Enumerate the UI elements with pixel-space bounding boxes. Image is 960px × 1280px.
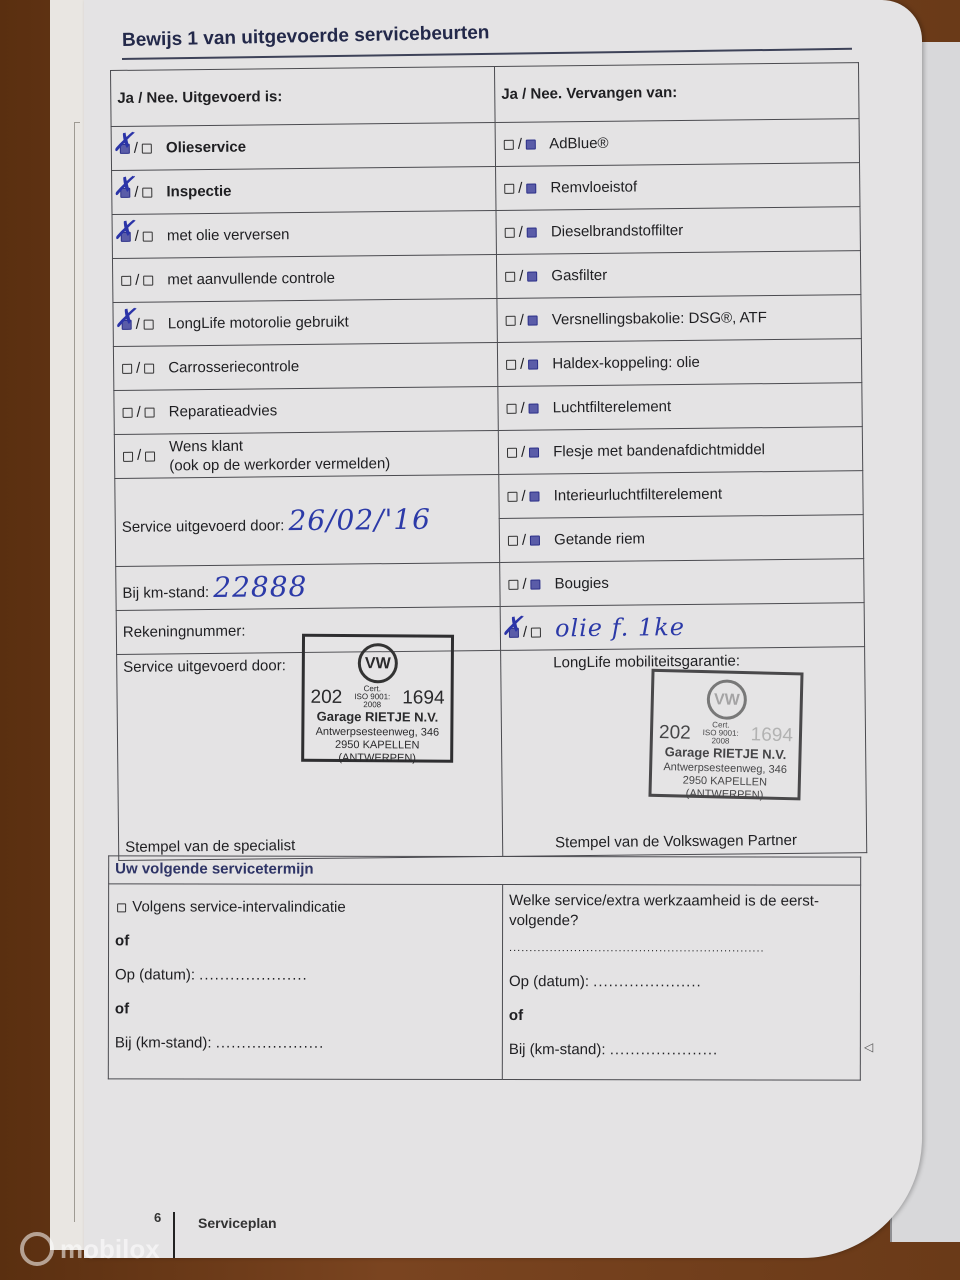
stamp-city: 2950 KAPELLEN bbox=[335, 738, 420, 752]
nee-checkbox[interactable] bbox=[526, 140, 536, 150]
right-column-header: Ja / Nee. Vervangen van: bbox=[494, 63, 859, 123]
service-date-label: Service uitgevoerd door: bbox=[121, 517, 285, 536]
nee-checkbox[interactable] bbox=[528, 360, 538, 370]
nee-checkbox[interactable] bbox=[529, 404, 539, 414]
stamp-region: (ANTWERPEN) bbox=[338, 751, 417, 765]
check-row-olie-verversen: / ✗ met olie verversen bbox=[112, 210, 496, 258]
or-label: of bbox=[114, 1000, 130, 1018]
footer-section: Serviceplan bbox=[198, 1215, 277, 1231]
or-label: of bbox=[115, 932, 130, 950]
or-label: of bbox=[508, 1007, 524, 1025]
stamp-garage: Garage RIETJE N.V. bbox=[316, 708, 439, 725]
nee-checkbox[interactable] bbox=[531, 627, 541, 637]
interval-option-label: Volgens service-intervalindicatie bbox=[132, 898, 346, 916]
item-label: LongLife motorolie gebruikt bbox=[167, 313, 349, 333]
service-date-cell bbox=[115, 474, 500, 566]
stamp-street: Antwerpsesteenweg, 346 bbox=[663, 761, 788, 777]
item-label: Getande riem bbox=[554, 530, 646, 549]
check-row-olieservice: / ✗ Olieservice bbox=[111, 122, 495, 170]
service-date-value[interactable]: 26/02/'16 bbox=[288, 502, 432, 538]
custom-item-handwritten[interactable]: olie f. 1ke bbox=[554, 612, 686, 642]
replace-row-gasfilter: / Gasfilter bbox=[496, 251, 860, 299]
stamp-cert-mid: ISO 9001: bbox=[702, 728, 739, 738]
ja-checkbox[interactable] bbox=[123, 408, 133, 418]
date-label: Op (datum): bbox=[508, 973, 590, 991]
stamp-cert-no: 1694 bbox=[402, 686, 445, 709]
item-label: Wens klant bbox=[169, 437, 244, 455]
page-title: Bewijs 1 van uitgevoerde servicebeurten bbox=[121, 22, 490, 51]
check-row-aanvullende-controle: / met aanvullende controle bbox=[112, 254, 496, 302]
date-label: Op (datum): bbox=[114, 966, 196, 984]
next-service-title: Uw volgende servicetermijn bbox=[109, 856, 861, 885]
nee-checkbox[interactable] bbox=[526, 184, 536, 194]
ja-checkbox[interactable] bbox=[507, 404, 517, 414]
date-field[interactable]: ..................... bbox=[199, 966, 308, 984]
pen-check-icon: ✗ bbox=[500, 611, 523, 642]
nee-checkbox[interactable] bbox=[530, 492, 540, 502]
item-label: Gasfilter bbox=[551, 266, 608, 285]
mobilox-logo-icon bbox=[20, 1232, 54, 1266]
stamp-street: Antwerpsesteenweg, 346 bbox=[315, 725, 440, 739]
dealer-stamp bbox=[301, 634, 454, 763]
km-field[interactable]: ..................... bbox=[609, 1041, 719, 1059]
next-service-question: Welke service/extra werkzaamheid is de eerst-volgende? bbox=[509, 892, 819, 930]
item-label: Bougies bbox=[554, 574, 609, 593]
stamp-cert-bot: 2008 bbox=[363, 700, 382, 710]
nee-checkbox[interactable] bbox=[143, 276, 153, 286]
triangle-marker-icon: ◁ bbox=[864, 1040, 874, 1054]
item-sublabel: (ook op de werkorder vermelden) bbox=[169, 454, 391, 474]
nee-checkbox[interactable] bbox=[529, 448, 539, 458]
replace-row-bandenafdichtmiddel: / Flesje met bandenafdichtmiddel bbox=[498, 427, 862, 475]
km-field[interactable]: ..................... bbox=[215, 1034, 325, 1052]
next-service-right bbox=[502, 885, 860, 1081]
stamp-region: (ANTWERPEN) bbox=[685, 787, 764, 802]
invoice-label: Rekeningnummer: bbox=[122, 622, 246, 641]
item-label: Carrosseriecontrole bbox=[168, 358, 300, 377]
item-label: Interieurluchtfilterelement bbox=[553, 485, 723, 505]
item-label: Dieselbrandstoffilter bbox=[550, 222, 684, 241]
ja-checkbox[interactable] bbox=[508, 580, 518, 590]
pen-check-icon: ✗ bbox=[112, 171, 135, 202]
vw-logo-icon: VW bbox=[706, 679, 747, 720]
ja-checkbox[interactable] bbox=[121, 276, 131, 286]
ja-checkbox[interactable] bbox=[506, 360, 516, 370]
km-label: Bij (km-stand): bbox=[508, 1041, 606, 1059]
back-page-inner-edge bbox=[74, 122, 80, 1222]
stamp-number: 202 bbox=[310, 686, 343, 708]
ja-checkbox[interactable] bbox=[123, 451, 133, 461]
ja-checkbox[interactable] bbox=[122, 364, 132, 374]
replace-row-versnellingsbakolie: / Versnellingsbakolie: DSG®, ATF bbox=[497, 295, 861, 343]
partner-stamp-label: Stempel van de Volkswagen Partner bbox=[555, 831, 798, 852]
ja-checkbox[interactable] bbox=[507, 492, 517, 502]
vw-logo-icon: VW bbox=[358, 643, 398, 683]
nee-checkbox[interactable] bbox=[143, 232, 153, 242]
ja-checkbox[interactable] bbox=[508, 536, 518, 546]
page-number: 6 bbox=[154, 1210, 162, 1225]
replace-row-bougies: / Bougies bbox=[500, 559, 864, 607]
km-cell bbox=[116, 562, 500, 610]
replace-row-luchtfilter: / Luchtfilterelement bbox=[498, 383, 862, 431]
nee-checkbox[interactable] bbox=[144, 364, 154, 374]
km-value[interactable]: 22888 bbox=[213, 569, 308, 604]
nee-checkbox[interactable] bbox=[142, 144, 152, 154]
stamp-cert-bot: 2008 bbox=[711, 736, 730, 746]
check-row-reparatieadvies: / Reparatieadvies bbox=[114, 386, 498, 434]
ja-checkbox[interactable] bbox=[505, 228, 515, 238]
stamp-cert-mid: ISO 9001: bbox=[354, 692, 391, 702]
date-field[interactable]: ..................... bbox=[593, 973, 702, 991]
nee-checkbox[interactable] bbox=[527, 272, 537, 282]
longlife-label: LongLife mobiliteitsgarantie: bbox=[553, 652, 741, 672]
replace-row-getande-riem: / Getande riem bbox=[499, 515, 863, 563]
pen-check-icon: ✗ bbox=[113, 303, 136, 334]
nee-checkbox[interactable] bbox=[528, 316, 538, 326]
nee-checkbox[interactable] bbox=[531, 580, 541, 590]
item-label: met aanvullende controle bbox=[167, 269, 336, 289]
replace-row-interieurluchtfilter: / Interieurluchtfilterelement bbox=[499, 471, 863, 519]
item-label: Haldex-koppeling: olie bbox=[552, 353, 700, 373]
check-row-wens-klant: / Wens klant (ook op de werkorder vermelden) bbox=[114, 430, 498, 478]
specialist-stamp-label: Stempel van de specialist bbox=[125, 837, 296, 856]
ja-checkbox[interactable] bbox=[505, 272, 515, 282]
footer-divider bbox=[173, 1212, 175, 1258]
booklet-page bbox=[84, 0, 922, 1258]
item-label: Inspectie bbox=[166, 182, 232, 201]
partner-stamp bbox=[648, 669, 803, 801]
item-label: Luchtfilterelement bbox=[552, 398, 672, 417]
next-service-answer-field[interactable]: ............................................................... bbox=[509, 942, 765, 955]
stamp-cert-top: Cert. bbox=[712, 720, 730, 730]
replace-row-dieselfilter: / Dieselbrandstoffilter bbox=[496, 207, 860, 255]
item-label: Reparatieadvies bbox=[168, 402, 278, 421]
nee-checkbox[interactable] bbox=[144, 320, 154, 330]
km-label: Bij (km-stand): bbox=[114, 1034, 212, 1052]
next-service-section bbox=[108, 855, 860, 1080]
stamp-garage: Garage RIETJE N.V. bbox=[664, 744, 787, 763]
pen-check-icon: ✗ bbox=[111, 127, 134, 158]
replace-row-haldex: / Haldex-koppeling: olie bbox=[497, 339, 861, 387]
ja-checkbox[interactable] bbox=[504, 140, 514, 150]
nee-checkbox[interactable] bbox=[530, 536, 540, 546]
item-label: Versnellingsbakolie: DSG®, ATF bbox=[551, 309, 767, 329]
item-label: AdBlue® bbox=[549, 134, 609, 153]
replace-row-remvloeistof: / Remvloeistof bbox=[496, 163, 860, 211]
item-label: Flesje met bandenafdichtmiddel bbox=[553, 441, 766, 461]
check-row-longlife-olie: / ✗ LongLife motorolie gebruikt bbox=[113, 298, 497, 346]
interval-checkbox[interactable] bbox=[117, 903, 126, 912]
item-label: Olieservice bbox=[165, 138, 247, 157]
stamp-cert-no: 1694 bbox=[750, 723, 794, 746]
nee-checkbox[interactable] bbox=[142, 188, 152, 198]
stamp-cert-top: Cert. bbox=[363, 684, 382, 694]
km-label: Bij km-stand: bbox=[122, 583, 210, 602]
ja-checkbox[interactable] bbox=[506, 316, 516, 326]
replace-row-custom: / ✗ olie f. 1ke bbox=[500, 603, 864, 651]
partner-stamp-cell bbox=[501, 647, 867, 857]
service-table bbox=[110, 62, 866, 861]
left-column-header: Ja / Nee. Uitgevoerd is: bbox=[111, 66, 496, 126]
watermark bbox=[20, 1232, 160, 1266]
check-row-inspectie: / ✗ Inspectie bbox=[112, 166, 496, 214]
nee-checkbox[interactable] bbox=[145, 451, 155, 461]
nee-checkbox[interactable] bbox=[527, 228, 537, 238]
nee-checkbox[interactable] bbox=[145, 408, 155, 418]
ja-checkbox[interactable] bbox=[507, 448, 517, 458]
performed-by-label: Service uitgevoerd door: bbox=[123, 657, 286, 676]
item-label: Remvloeistof bbox=[550, 178, 638, 197]
stamp-city: 2950 KAPELLEN bbox=[682, 774, 768, 789]
specialist-stamp-cell bbox=[117, 650, 503, 860]
item-label: met olie verversen bbox=[166, 226, 290, 245]
watermark-text: mobilox bbox=[60, 1233, 160, 1264]
check-row-carrosseriecontrole: / Carrosseriecontrole bbox=[113, 342, 497, 390]
replace-row-adblue: / AdBlue® bbox=[495, 119, 859, 167]
ja-checkbox[interactable] bbox=[504, 184, 514, 194]
stamp-number: 202 bbox=[658, 721, 691, 744]
pen-check-icon: ✗ bbox=[112, 215, 135, 246]
next-service-left bbox=[108, 884, 502, 1080]
